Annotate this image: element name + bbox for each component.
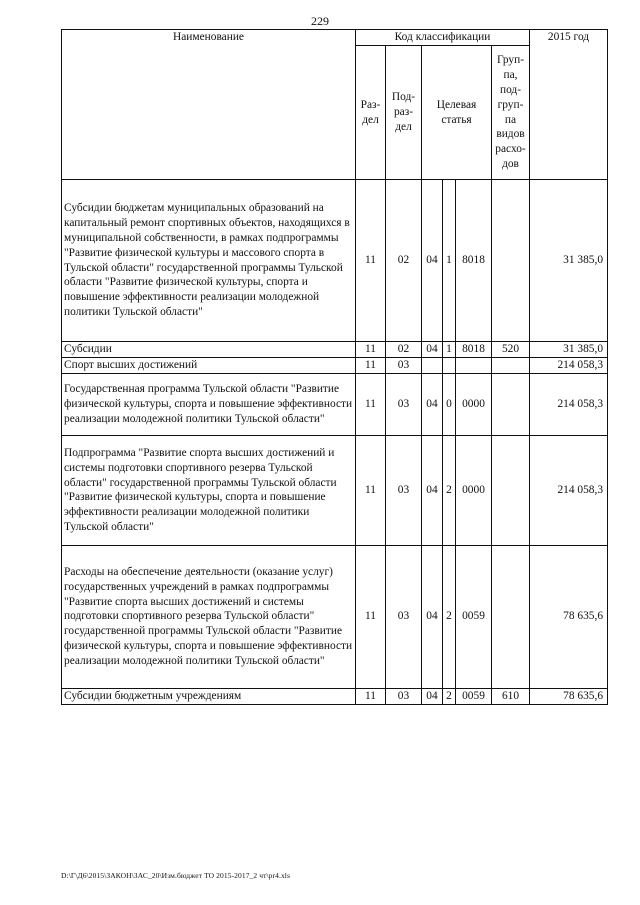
header-expense-group: Груп- па, под- груп- па видов расхо- дов — [492, 46, 530, 180]
footer-file-path: D:\Г\Д6\2015\ЗАКОН\ЗАС_20\Изм.бюджет ТО 2015-2017_2 чт\pr4.xls — [61, 871, 290, 880]
row-name: Субсидии — [62, 342, 356, 358]
table-row — [62, 373, 608, 435]
row-name: Государственная программа Тульской области "Развитие физической культуры, спорта и повышение эффективности реализации молодежной политики Тульской области" — [62, 373, 356, 435]
row-section: 11 — [356, 688, 386, 704]
row-amount: 214 058,3 — [530, 373, 608, 435]
row-subsection: 03 — [386, 545, 422, 688]
header-row — [62, 30, 608, 46]
row-name: Подпрограмма "Развитие спорта высших достижений и системы подготовки спортивного резерва Тульской области" государственной программы Тульской области "Развитие физической культуры, спорта и повышение эффективности реализации молодежной политики Тульской области" — [62, 435, 356, 545]
row-target-direction: 0000 — [456, 373, 492, 435]
header-section: Раз- дел — [356, 46, 386, 180]
row-expense-group — [492, 373, 530, 435]
table-row — [62, 688, 608, 704]
row-expense-group — [492, 358, 530, 374]
row-section: 11 — [356, 435, 386, 545]
row-target-subprogram: 0 — [443, 373, 456, 435]
row-name: Спорт высших достижений — [62, 358, 356, 374]
table-row — [62, 435, 608, 545]
row-target-program: 04 — [422, 688, 443, 704]
row-subsection: 03 — [386, 435, 422, 545]
row-amount: 78 635,6 — [530, 688, 608, 704]
row-target-subprogram: 2 — [443, 688, 456, 704]
row-target-program: 04 — [422, 373, 443, 435]
header-target-article: Целевая статья — [422, 46, 492, 180]
row-target-direction — [456, 358, 492, 374]
row-target-direction: 0000 — [456, 435, 492, 545]
header-classification-code: Код классификации — [356, 30, 530, 46]
row-amount: 31 385,0 — [530, 180, 608, 342]
row-name: Расходы на обеспечение деятельности (оказание услуг) государственных учреждений в рамках подпрограммы "Развитие спорта высших достижений и системы подготовки спортивного резерва Тульской области" государственной программы Тульской области "Развитие физической культуры, спорта и повышение эффективности реализации молодежной политики Тульской области" — [62, 545, 356, 688]
row-target-program: 04 — [422, 435, 443, 545]
row-expense-group: 520 — [492, 342, 530, 358]
row-subsection: 03 — [386, 373, 422, 435]
row-target-direction: 8018 — [456, 180, 492, 342]
row-target-subprogram: 2 — [443, 435, 456, 545]
row-section: 11 — [356, 373, 386, 435]
row-section: 11 — [356, 358, 386, 374]
row-target-subprogram: 1 — [443, 180, 456, 342]
budget-table — [61, 29, 608, 705]
row-subsection: 02 — [386, 180, 422, 342]
header-name: Наименование — [62, 30, 356, 180]
row-amount: 78 635,6 — [530, 545, 608, 688]
row-expense-group — [492, 435, 530, 545]
row-name: Субсидии бюджетам муниципальных образований на капитальный ремонт спортивных объектов, находящихся в муниципальной собственности, в рамках подпрограммы "Развитие физической культуры и массового спорта в Тульской области" государственной программы Тульской области "Развитие физической культуры, спорта и повышение эффективности реализации молодежной политики Тульской области" — [62, 180, 356, 342]
row-expense-group — [492, 180, 530, 342]
table-row — [62, 545, 608, 688]
row-amount: 214 058,3 — [530, 358, 608, 374]
header-subsection: Под- раз- дел — [386, 46, 422, 180]
row-target-subprogram: 1 — [443, 342, 456, 358]
row-name: Субсидии бюджетным учреждениям — [62, 688, 356, 704]
page-number: 229 — [311, 14, 329, 28]
row-target-direction: 0059 — [456, 545, 492, 688]
row-expense-group: 610 — [492, 688, 530, 704]
table-row — [62, 342, 608, 358]
row-subsection: 02 — [386, 342, 422, 358]
table-row — [62, 358, 608, 374]
row-section: 11 — [356, 180, 386, 342]
row-target-subprogram — [443, 358, 456, 374]
header-year: 2015 год — [530, 30, 608, 180]
row-target-program: 04 — [422, 342, 443, 358]
row-target-subprogram: 2 — [443, 545, 456, 688]
row-amount: 214 058,3 — [530, 435, 608, 545]
row-target-program: 04 — [422, 180, 443, 342]
row-target-direction: 8018 — [456, 342, 492, 358]
row-section: 11 — [356, 342, 386, 358]
row-subsection: 03 — [386, 688, 422, 704]
row-target-program — [422, 358, 443, 374]
row-subsection: 03 — [386, 358, 422, 374]
row-target-program: 04 — [422, 545, 443, 688]
table-row — [62, 180, 608, 342]
row-section: 11 — [356, 545, 386, 688]
row-expense-group — [492, 545, 530, 688]
row-amount: 31 385,0 — [530, 342, 608, 358]
row-target-direction: 0059 — [456, 688, 492, 704]
